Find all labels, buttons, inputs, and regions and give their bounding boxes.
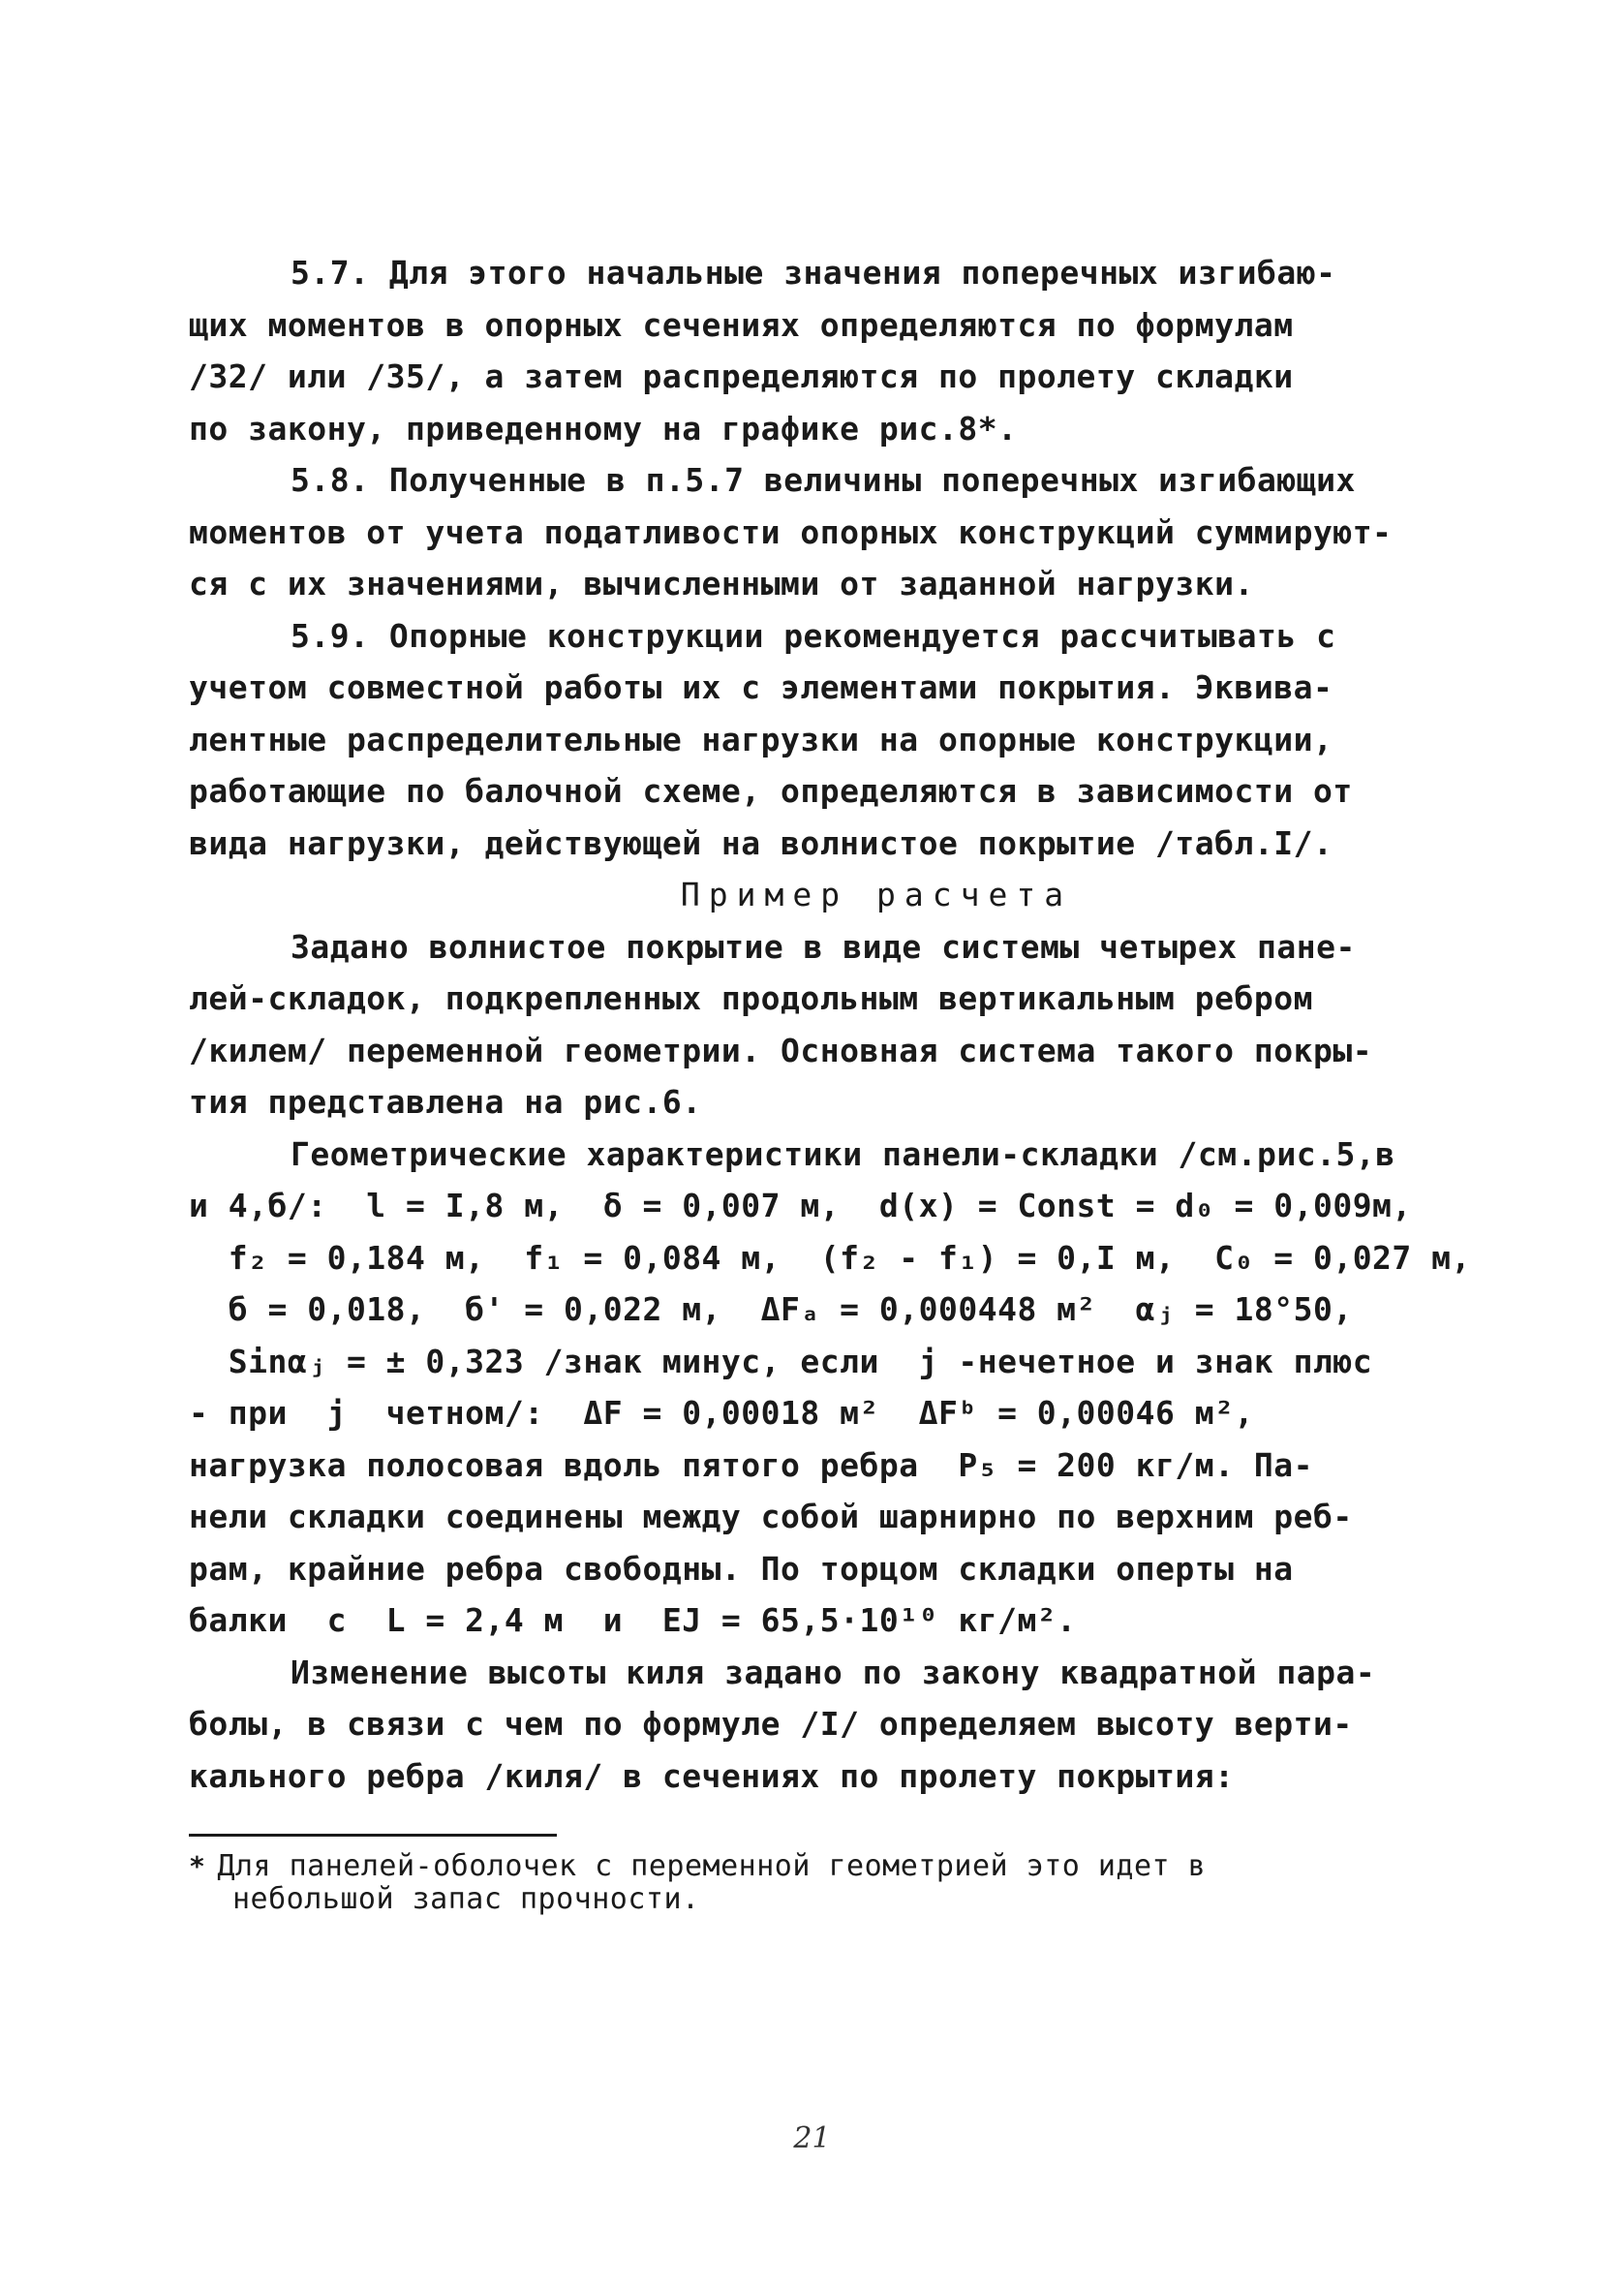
footnote-line: небольшой запас прочности.: [232, 1882, 700, 1916]
text-line: ся с их значениями, вычисленными от заданной нагрузки.: [189, 565, 1254, 603]
text-line: /32/ или /35/, а затем распределяются по пролету складки: [189, 357, 1294, 395]
text-line: по закону, приведенному на графике рис.8*.: [189, 409, 1018, 448]
text-line: Изменение высоты киля задано по закону квадратной пара-: [291, 1653, 1376, 1691]
text-line: лентные распределительные нагрузки на опорные конструкции,: [189, 720, 1333, 758]
text-line: f₂ = 0,184 м, f₁ = 0,084 м, (f₂ - f₁) = 0,I м, C₀ = 0,027 м,: [189, 1238, 1471, 1277]
footnote: [189, 1850, 1448, 1916]
text-line: кального ребра /киля/ в сечениях по пролету покрытия:: [189, 1756, 1235, 1795]
main-text: [189, 247, 1471, 1802]
text-line: работающие по балочной схеме, определяются в зависимости от: [189, 772, 1353, 810]
text-line: /килем/ переменной геометрии. Основная система такого покры-: [189, 1031, 1373, 1069]
text-line: Sinαⱼ = ± 0,323 /знак минус, если j -нечетное и знак плюс: [189, 1342, 1373, 1380]
text-line: нагрузка полосовая вдоль пятого ребра P₅ = 200 кг/м. Па-: [189, 1445, 1313, 1484]
text-line: - при j четном/: ΔF = 0,00018 м² ΔFᵇ = 0,00046 м²,: [189, 1394, 1254, 1432]
page-number: 21: [793, 2121, 831, 2155]
text-line: 5.7. Для этого начальные значения поперечных изгибаю-: [291, 254, 1336, 292]
text-line: щих моментов в опорных сечениях определяются по формулам: [189, 305, 1294, 344]
section-heading: Пример расчета: [680, 876, 1073, 913]
text-line: рам, крайние ребра свободны. По торцом складки оперты на: [189, 1549, 1294, 1588]
text-line: нели складки соединены между собой шарнирно по верхним реб-: [189, 1498, 1353, 1535]
text-line: б = 0,018, б' = 0,022 м, ΔFₐ = 0,000448 м² αⱼ = 18°50,: [189, 1290, 1353, 1328]
text-line: учетом совместной работы их с элементами покрытия. Эквива-: [189, 668, 1333, 706]
text-line: 5.9. Опорные конструкции рекомендуется рассчитывать с: [291, 616, 1336, 655]
text-line: 5.8. Полученные в п.5.7 величины поперечных изгибающих: [291, 461, 1356, 499]
text-line: болы, в связи с чем по формуле /I/ определяем высоту верти-: [189, 1705, 1353, 1743]
text-line: лей-складок, подкрепленных продольным вертикальным ребром: [189, 979, 1313, 1017]
footnote-separator: [189, 1834, 557, 1837]
text-line: вида нагрузки, действующей на волнистое покрытие /табл.I/.: [189, 823, 1333, 862]
text-line: и 4,б/: l = I,8 м, δ = 0,007 м, d(x) = Const = d₀ = 0,009м,: [189, 1187, 1412, 1224]
text-line: моментов от учета податливости опорных конструкций суммируют-: [189, 512, 1393, 551]
text-line: Геометрические характеристики панели-складки /см.рис.5,в: [291, 1134, 1395, 1173]
text-line: Задано волнистое покрытие в виде системы четырех пане-: [291, 927, 1356, 966]
text-line: тия представлена на рис.6.: [189, 1083, 702, 1121]
footnote-marker: *: [189, 1850, 206, 1882]
text-line: балки с L = 2,4 м и EJ = 65,5·10¹⁰ кг/м².: [189, 1601, 1077, 1639]
footnote-line: * Для панелей-оболочек с переменной геометрией это идет в: [189, 1849, 1207, 1883]
